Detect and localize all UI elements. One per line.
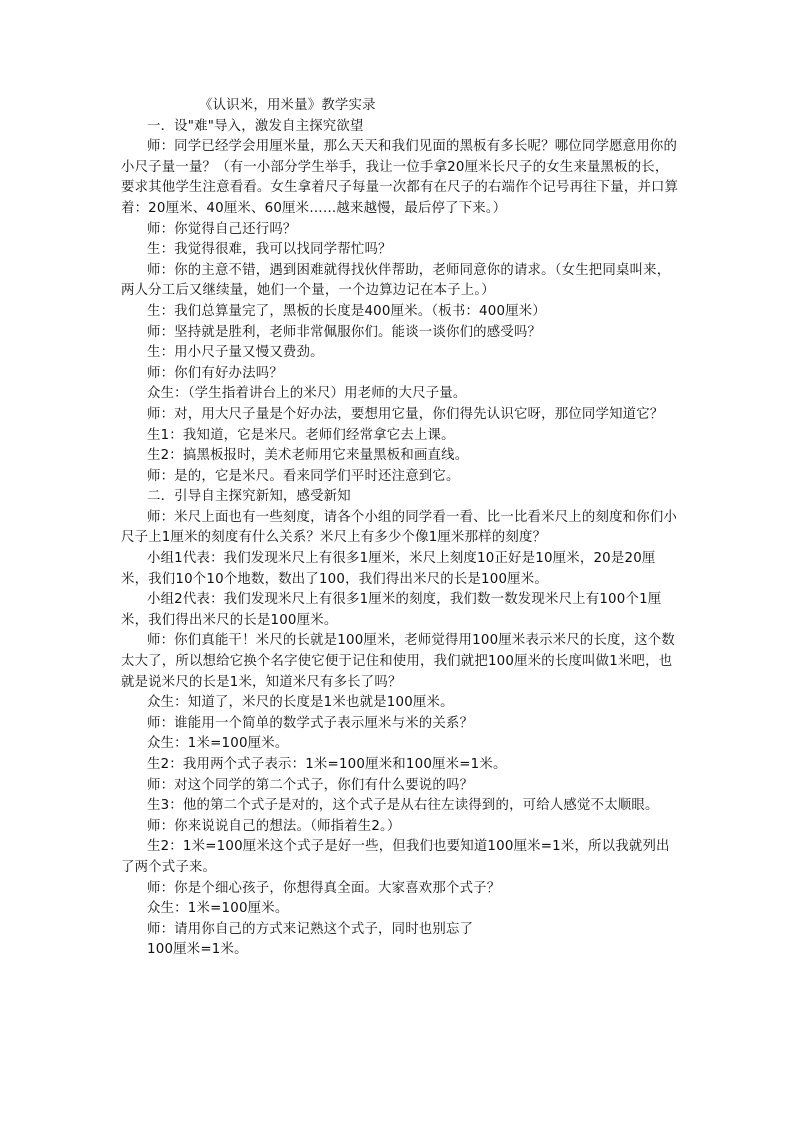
dialogue-paragraph: 师：坚持就是胜利，老师非常佩服你们。能谈一谈你们的感受吗？ [147, 324, 542, 340]
dialogue-paragraph: 众生：知道了，米尺的长度是1米也就是100厘米。 [147, 695, 454, 711]
dialogue-paragraph: 师：谁能用一个简单的数学式子表示厘米与米的关系？ [147, 715, 474, 731]
dialogue-paragraph: 师：你们真能干！米尺的长就是100厘米，老师觉得用100厘米表示米尺的长度，这个数太大了，所以想给它换个名字使它便于记住和使用，我们就把100厘米的长度叫做1米吧，也就是说米尺的长是1米，知道米尺有多长了吗？ [121, 633, 675, 690]
section-heading-2: 二．引导自主探究新知，感受新知 [147, 489, 351, 505]
dialogue-paragraph: 师：对这个同学的第二个式子，你们有什么要说的吗？ [147, 777, 474, 793]
dialogue-paragraph: 师：你的主意不错，遇到困难就得找伙伴帮助，老师同意你的请求。（女生把同桌叫来，两人分工后又继续量，她们一个量，一个边算边记在本子上。） [121, 262, 671, 299]
dialogue-paragraph: 小组1代表：我们发现米尺上有很多1厘米，米尺上刻度10正好是10厘米，20是20厘米，我们10个10个地数，数出了100，我们得出米尺的长是100厘米。 [121, 551, 656, 587]
dialogue-paragraph: 众生：1米=100厘米。 [147, 736, 289, 752]
dialogue-paragraph: 师：你是个细心孩子，你想得真全面。大家喜欢那个式子？ [147, 880, 501, 896]
section-heading-1: 一．设"难"导入，激发自主探究欲望 [147, 118, 364, 134]
dialogue-paragraph: 师：对，用大尺子量是个好办法，要想用它量，你们得先认识它呀，那位同学知道它？ [147, 406, 664, 422]
dialogue-paragraph: 师：请用你自己的方式来记熟这个式子，同时也别忘了 [147, 921, 474, 937]
dialogue-paragraph: 师：是的，它是米尺。看来同学们平时还注意到它。 [147, 468, 460, 484]
dialogue-paragraph: 生2：搞黑板报时，美术老师用它来量黑板和画直线。 [147, 448, 469, 464]
document-body [121, 96, 681, 961]
formula-line: 100厘米=1米。 [147, 942, 248, 958]
dialogue-paragraph: 师：同学已经学会用厘米量，那么天天和我们见面的黑板有多长呢？哪位同学愿意用你的小尺子量一量？（有一小部分学生举手，我让一位手拿20厘米长尺子的女生来量黑板的长，要求其他学生注意看看。女生拿着尺子每量一次都有在尺子的右端作个记号再往下量，并口算着：20厘米、40厘米、60厘米……越来越慢，最后停了下来。） [121, 139, 679, 216]
dialogue-paragraph: 生2：1米=100厘米这个式子是好一些，但我们也要知道100厘米=1米，所以我就列出了两个式子来。 [121, 839, 670, 875]
page-title: 《认识米，用米量》教学实录 [199, 98, 376, 113]
dialogue-paragraph: 众生：（学生指着讲台上的米尺）用老师的大尺子量。 [147, 386, 467, 402]
dialogue-paragraph: 师：米尺上面也有一些刻度，请各个小组的同学看一看、比一比看米尺上的刻度和你们小尺子上1厘米的刻度有什么关系？米尺上有多少个像1厘米那样的刻度？ [121, 509, 678, 546]
dialogue-paragraph: 生：我觉得很难，我可以找同学帮忙吗？ [147, 242, 392, 258]
dialogue-paragraph: 众生：1米=100厘米。 [147, 901, 289, 917]
dialogue-paragraph: 生3：他的第二个式子是对的，这个式子是从右往左读得到的，可给人感觉不太顺眼。 [147, 798, 659, 814]
dialogue-paragraph: 生1：我知道，它是米尺。老师们经常拿它去上课。 [147, 427, 455, 443]
dialogue-paragraph: 生：我们总算量完了，黑板的长度是400厘米。（板书：400厘米） [147, 303, 546, 319]
dialogue-paragraph: 师：你觉得自己还行吗？ [147, 221, 297, 237]
dialogue-paragraph: 小组2代表：我们发现米尺上有很多1厘米的刻度，我们数一数发现米尺上有100个1厘米，我们得出米尺的长是100厘米。 [121, 592, 662, 628]
dialogue-paragraph: 生2：我用两个式子表示：1米=100厘米和100厘米=1米。 [147, 757, 507, 772]
dialogue-paragraph: 生：用小尺子量又慢又费劲。 [147, 345, 324, 361]
dialogue-paragraph: 师：你来说说自己的想法。（师指着生2。） [147, 818, 401, 834]
dialogue-paragraph: 师：你们有好办法吗？ [147, 365, 283, 381]
